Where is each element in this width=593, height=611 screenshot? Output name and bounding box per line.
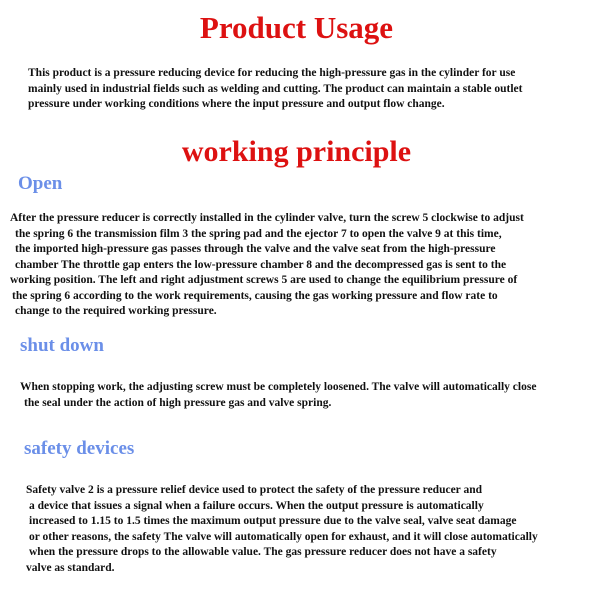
open-paragraph xyxy=(10,211,593,320)
safety-devices-line-1: Safety valve 2 is a pressure relief device used to protect the safety of the pressure reducer and xyxy=(26,484,482,496)
safety-devices-heading: safety devices xyxy=(24,438,135,459)
open-line-4: chamber The throttle gap enters the low-pressure chamber 8 and the decompressed gas is sent to the xyxy=(15,258,507,271)
safety-devices-line-4: or other reasons, the safety The valve will automatically open for exhaust, and it will close automatically xyxy=(29,530,538,543)
open-line-7: change to the required working pressure. xyxy=(15,305,217,317)
product-usage-line-1: This product is a pressure reducing device for reducing the high-pressure gas in the cylinder for use xyxy=(28,67,516,79)
shut-down-heading: shut down xyxy=(20,335,104,356)
safety-devices-line-6: valve as standard. xyxy=(26,561,115,574)
safety-devices-paragraph xyxy=(26,483,593,576)
shut-down-paragraph xyxy=(20,380,593,411)
product-usage-line-3: pressure under working conditions where the input pressure and output flow change. xyxy=(28,98,445,110)
open-line-5: working position. The left and right adjustment screws 5 are used to change the equilibrium pressure of xyxy=(10,274,518,286)
working-principle-title: working principle xyxy=(181,135,412,168)
open-line-3: the imported high-pressure gas passes through the valve and the valve seat from the high-pressure xyxy=(15,243,496,255)
open-line-1: After the pressure reducer is correctly installed in the cylinder valve, turn the screw 5 clockwise to adjust xyxy=(10,212,524,224)
safety-devices-line-3: increased to 1.15 to 1.5 times the maximum output pressure due to the valve seal, valve seat damage xyxy=(29,515,517,527)
open-heading: Open xyxy=(18,173,63,194)
product-usage-paragraph xyxy=(28,66,593,113)
safety-devices-line-5: when the pressure drops to the allowable value. The gas pressure reducer does not have a safety xyxy=(29,546,497,558)
shut-down-line-1: When stopping work, the adjusting screw must be completely loosened. The valve will automatically close xyxy=(20,381,537,393)
product-usage-line-2: mainly used in industrial fields such as welding and cutting. The product can maintain a stable outlet xyxy=(28,82,523,95)
open-line-6: the spring 6 according to the work requirements, causing the gas working pressure and flow rate to xyxy=(12,289,498,302)
shut-down-line-2: the seal under the action of high pressure gas and valve spring. xyxy=(24,396,332,409)
open-line-2: the spring 6 the transmission film 3 the spring pad and the ejector 7 to open the valve 9 at this time, xyxy=(15,227,502,240)
product-usage-title: Product Usage xyxy=(199,10,394,45)
safety-devices-line-2: a device that issues a signal when a failure occurs. When the output pressure is automatically xyxy=(29,499,484,512)
